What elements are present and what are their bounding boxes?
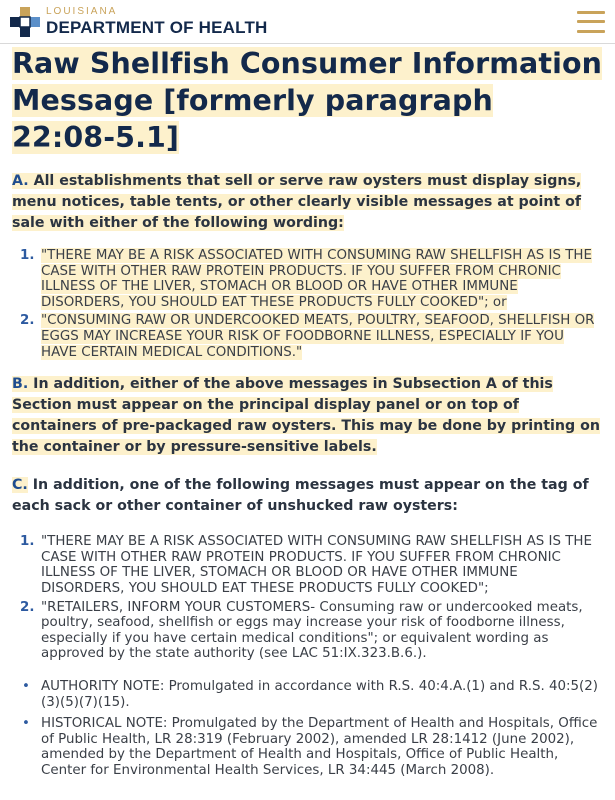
menu-icon[interactable] — [577, 11, 605, 33]
logo-state: LOUISIANA — [46, 6, 118, 17]
authority-note — [12, 679, 603, 710]
list-item-text: "CONSUMING RAW OR UNDERCOOKED MEATS, POULTRY, SEAFOOD, SHELLFISH OR EGGS MAY INCREASE YOUR RISK OF FOODBORNE ILLNESS, ESPECIALLY IF YOU HAVE CERTAIN MEDICAL CONDITIONS." — [41, 313, 595, 360]
section-c-letter: C. — [12, 477, 28, 494]
bullet-icon: • — [22, 716, 30, 732]
list-item — [12, 600, 603, 662]
section-c-list — [12, 534, 603, 662]
list-item-text: "RETAILERS, INFORM YOUR CUSTOMERS- Consuming raw or undercooked meats, poultry, seafood, shellfish or eggs may increase your risk of foodborne illness, especially if you have certain medical conditions"; or equivalent wording as approved by the state authority (see LAC 51:IX.323.B.6.). — [41, 599, 583, 662]
section-a-letter: A. — [12, 173, 29, 189]
section-a-text — [12, 173, 581, 231]
section-c-body: In addition, one of the following messages must appear on the tag of each sack or other container of unshucked raw oysters: — [12, 477, 589, 515]
main-content — [0, 44, 615, 778]
bullet-icon: • — [22, 678, 30, 694]
site-header — [0, 0, 615, 44]
list-item — [12, 313, 603, 360]
list-item-text: "THERE MAY BE A RISK ASSOCIATED WITH CONSUMING RAW SHELLFISH AS IS THE CASE WITH OTHER RAW PROTEIN PRODUCTS. IF YOU SUFFER FROM CHRONIC ILLNESS OF THE LIVER, STOMACH OR BLOOD OR HAVE OTHER IMMUNE DISORDERS, YOU SHOULD EAT THESE PRODUCTS FULLY COOKED"; — [41, 534, 592, 596]
list-item — [12, 534, 603, 596]
list-number: 2. — [20, 313, 35, 329]
section-b-text — [12, 376, 600, 455]
notes-list — [12, 679, 603, 779]
section-b-body: In addition, either of the above messages in Subsection A of this Section must appear on the principal display panel or on top of containers of pre-packaged raw oysters. This may be done by printing on the container or by pressure-sensitive labels. — [12, 376, 600, 456]
list-number: 2. — [20, 599, 35, 615]
logo-text — [46, 7, 268, 36]
historical-note — [12, 716, 603, 778]
page-title — [12, 44, 603, 156]
list-item — [12, 248, 603, 310]
section-a — [12, 171, 603, 234]
note-text: HISTORICAL NOTE: Promulgated by the Department of Health and Hospitals, Office of Public Health, LR 28:319 (February 2002), amended LR 28:1412 (June 2002), amended by the Department of Health and Hospitals, Office of Public Health, Center for Environmental Health Services, LR 34:445 (March 2008). — [41, 716, 598, 778]
section-c — [12, 475, 603, 517]
cross-logo-icon — [10, 7, 40, 37]
logo-department: DEPARTMENT OF HEALTH — [46, 18, 268, 37]
page-title-text: Raw Shellfish Consumer Information Message [formerly paragraph 22:08-5.1] — [12, 47, 603, 154]
section-b — [12, 374, 603, 458]
section-a-list — [12, 248, 603, 360]
ldh-logo[interactable] — [10, 7, 268, 37]
menu-bar — [577, 30, 605, 33]
section-b-letter: B. — [12, 376, 29, 393]
list-number: 1. — [20, 534, 35, 550]
list-number: 1. — [20, 248, 35, 263]
section-a-body: All establishments that sell or serve raw oysters must display signs, menu notices, table tents, or other clearly visible messages at point of sale with either of the following wording: — [12, 173, 582, 231]
list-item-text: "THERE MAY BE A RISK ASSOCIATED WITH CONSUMING RAW SHELLFISH AS IS THE CASE WITH OTHER RAW PROTEIN PRODUCTS. IF YOU SUFFER FROM CHRONIC ILLNESS OF THE LIVER, STOMACH OR BLOOD OR HAVE OTHER IMMUNE DISORDERS, YOU SHOULD EAT THESE PRODUCTS FULLY COOKED"; or — [41, 248, 592, 310]
note-text: AUTHORITY NOTE: Promulgated in accordance with R.S. 40:4.A.(1) and R.S. 40:5(2)(3)(5)(7)(15). — [41, 678, 599, 710]
menu-bar — [577, 20, 605, 23]
menu-bar — [577, 11, 605, 14]
